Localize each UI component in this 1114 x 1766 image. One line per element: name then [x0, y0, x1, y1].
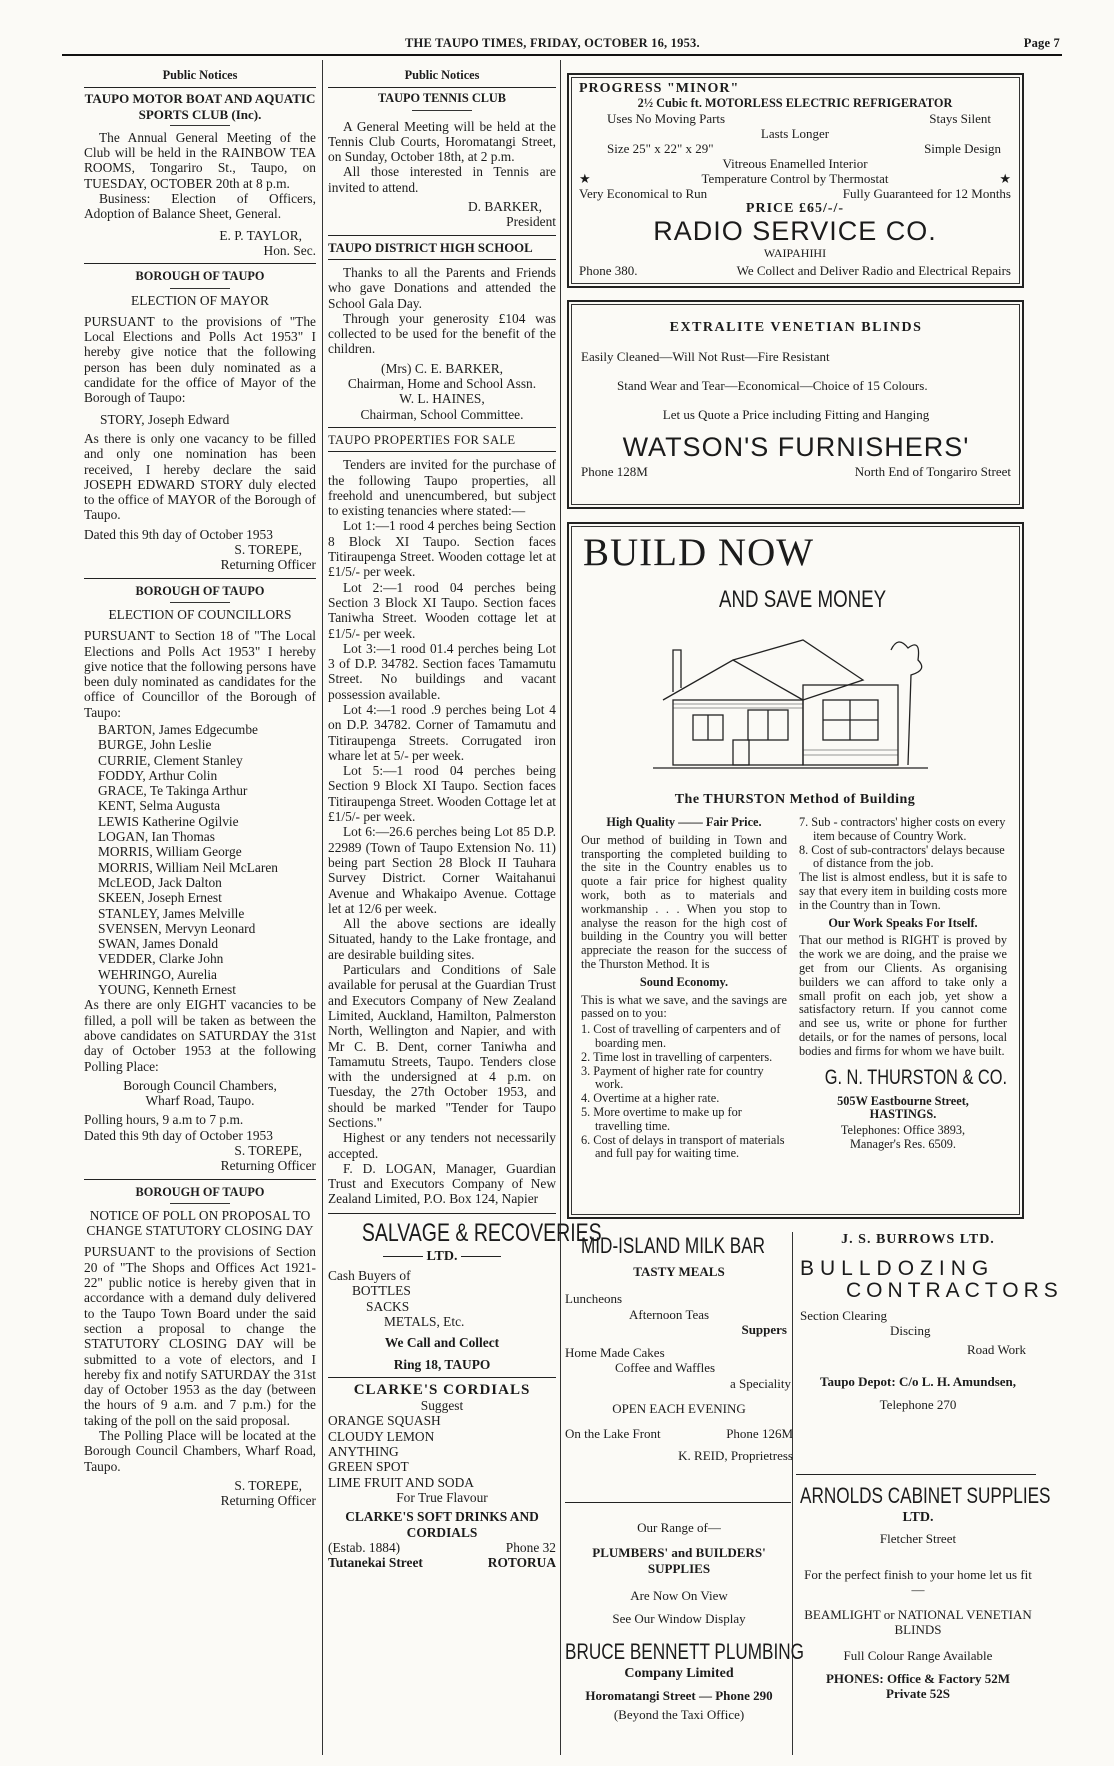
short-rule	[170, 288, 230, 289]
properties-notice	[328, 433, 556, 1207]
notice-text: The Annual General Meeting of the Club will be held in the RAINBOW TEA ROOMS, Tongariro St., Taupo, on TUESDAY, OCTOBER 20th at 8 p.m.	[84, 129, 316, 191]
candidate-name: BARTON, James Edgecumbe	[98, 721, 258, 737]
candidate-name: KENT, Selma Augusta	[98, 798, 221, 814]
ad-phone: Phone 126M	[726, 1426, 793, 1442]
ad-title: SALVAGE & RECOVERIES	[361, 1218, 602, 1247]
ad-feature: Uses No Moving Parts	[607, 111, 726, 126]
notice-text: Lot 5:—1 rood 04 perches being Section 9 Block XI Taupo. Section faces Titiraupenga Street. Wooden Cottage let at £1/5/- per week.	[328, 763, 557, 825]
closing-day-notice	[84, 1185, 316, 1509]
ad-text: The list is almost endless, but it is safe to say that every item in building costs more in the Country than in Town.	[799, 870, 1007, 912]
notice-text: As there is only one vacancy to be filled and only one nomination has been received, I hereby declare the said JOSEPH EDWARD STORY duly elected to the office of MAYOR of the Borough of Taupo.	[84, 430, 316, 523]
ad-title: CLARKE'S CORDIALS	[353, 1381, 531, 1398]
notice-text: Through your generosity £104 was collected to be used for the benefit of the children.	[328, 310, 556, 357]
candidate-name: SWAN, James Donald	[98, 936, 219, 952]
ad-feature: Let us Quote a Price including Fitting and Hanging	[662, 407, 930, 422]
ad-town: ROTORUA	[487, 1555, 556, 1571]
ad-subheading: Sound Economy.	[639, 974, 729, 989]
savings-item: 6. Cost of delays in transport of materials and full pay for waiting time.	[581, 1132, 785, 1161]
notice-text: As there are only EIGHT vacancies to be filled, a poll will be taken as between the above candidates on SATURDAY the 31st day of October 1953 at the following Polling Place:	[84, 997, 316, 1074]
notice-text: All the above sections are ideally Situated, handy to the Lake frontage, and are desirable building sites.	[328, 916, 556, 962]
clarkes-ad	[328, 1383, 556, 1571]
bennett-ad	[565, 1514, 805, 1723]
house-illustration	[653, 630, 933, 780]
burrows-ad	[800, 1232, 1063, 1413]
star-icon: ★	[579, 171, 591, 186]
ad-phone: Manager's Res. 6509.	[849, 1136, 957, 1151]
divider	[84, 1179, 316, 1180]
motorboat-notice	[84, 91, 316, 258]
savings-item: 8. Cost of sub-contractors' delays because of distance from the job.	[799, 842, 1005, 871]
ad-text: Section Clearing	[800, 1307, 888, 1323]
notice-heading: TAUPO PROPERTIES FOR SALE	[328, 432, 516, 447]
ad-subheading: Our Work Speaks For Itself.	[828, 915, 978, 930]
notice-heading: TAUPO TENNIS CLUB	[377, 91, 506, 106]
signature-title: Chairman, School Committee.	[360, 406, 524, 422]
masthead-rule	[62, 54, 1062, 56]
ad-text: For True Flavour	[396, 1489, 488, 1505]
ad-address: Tutanekai Street	[328, 1555, 423, 1571]
ad-company: RADIO SERVICE CO.	[653, 216, 937, 246]
ad-subtitle: 2½ Cubic ft. MOTORLESS ELECTRIC REFRIGERATOR	[637, 96, 953, 110]
notice-heading: BOROUGH OF TAUPO	[135, 269, 265, 284]
candidate-name: McLEOD, Jack Dalton	[98, 874, 222, 890]
ad-town: HASTINGS.	[869, 1107, 937, 1122]
ad-method-title: The THURSTON Method of Building	[674, 792, 916, 807]
mayor-notice	[84, 269, 316, 572]
polling-place: Borough Council Chambers,	[123, 1077, 277, 1093]
divider	[328, 235, 556, 236]
section-title: Public Notices	[162, 68, 238, 82]
candidate-name: LEWIS Katherine Ogilvie	[98, 813, 239, 829]
signature-title: Returning Officer	[220, 557, 316, 573]
ad-text: This is what we save, and the savings are passed on to you:	[581, 992, 787, 1021]
ad-title: EXTRALITE VENETIAN BLINDS	[669, 320, 923, 335]
signature-title: Hon. Sec.	[263, 242, 316, 258]
page-number: Page 7	[1023, 36, 1060, 50]
ad-headline: CONTRACTORS	[846, 1278, 1063, 1302]
savings-item: 1. Cost of travelling of carpenters and of boarding men.	[581, 1022, 781, 1050]
polling-place: Wharf Road, Taupo.	[145, 1093, 255, 1109]
ad-left-column	[581, 816, 787, 1161]
candidate-name: YOUNG, Kenneth Ernest	[98, 982, 236, 998]
ad-text: Full Colour Range Available	[843, 1647, 993, 1663]
column-1	[84, 68, 316, 1509]
ad-text: Afternoon Teas	[629, 1306, 710, 1322]
ad-text: ANYTHING	[328, 1444, 399, 1460]
notice-text: PURSUANT to the provisions of "The Local Elections and Polls Act 1953" I hereby give notice that the following person has been duly nominated as a candidate for the office of Mayor of the Borough of Taupo:	[84, 313, 316, 406]
ad-headline: BULLDOZING	[800, 1257, 995, 1281]
star-icon: ★	[999, 171, 1011, 186]
ad-headline: BUILD NOW	[583, 531, 815, 574]
councillors-notice	[84, 584, 316, 1174]
ad-address: 505W Eastbourne Street,	[837, 1093, 969, 1108]
ad-text: See Our Window Display	[612, 1611, 746, 1627]
ad-feature: Vitreous Enamelled Interior	[722, 156, 868, 171]
notice-text: Lot 2:—1 rood 04 perches being Section 3 Block XI Taupo. Section faces Taniwha Street. Wooden cottage let at £1/5/- per week.	[328, 579, 556, 641]
candidate-name: VEDDER, Clarke John	[98, 951, 224, 967]
ad-company: Company Limited	[624, 1666, 734, 1682]
candidate-name: MORRIS, William George	[98, 844, 242, 860]
ad-text: Coffee and Waffles	[615, 1360, 716, 1376]
notice-heading: BOROUGH OF TAUPO	[135, 583, 265, 598]
notice-subheading: NOTICE OF POLL ON PROPOSAL TO CHANGE STATUTORY CLOSING DAY	[86, 1207, 314, 1239]
tennis-notice	[328, 91, 556, 229]
divider	[328, 1377, 556, 1378]
school-notice	[328, 241, 556, 422]
ad-town: WAIPAHIHI	[763, 246, 827, 260]
divider	[84, 87, 316, 88]
ad-text: METALS, Etc.	[384, 1313, 465, 1329]
candidate-name: STORY, Joseph Edward	[100, 411, 230, 427]
ad-text: We Collect and Deliver Radio and Electrical Repairs	[736, 263, 1011, 278]
signature-name: E. P. TAYLOR,	[219, 227, 302, 243]
ad-phone: Telephones: Office 3893,	[840, 1123, 966, 1138]
ad-text: Discing	[890, 1323, 931, 1339]
column-rule-2	[560, 60, 561, 1755]
signature-name: S. TOREPE,	[234, 1143, 302, 1158]
ad-phone: Telephone 270	[879, 1397, 957, 1413]
candidate-name: SKEEN, Joseph Ernest	[98, 890, 222, 906]
notice-text: Lot 1:—1 rood 4 perches being Section 8 Block XI Taupo. Section faces Titiraupenga Street. Wooden cottage let at £1/5/- per week.	[328, 518, 556, 580]
notice-text: A General Meeting will be held at the Tennis Club Courts, Horomatangi Street, on Sunday, October 18th, at 2 p.m.	[328, 118, 556, 165]
ad-text: Our Range of—	[637, 1520, 721, 1535]
ad-text: Suppers	[741, 1321, 787, 1337]
ad-text: Home Made Cakes	[565, 1345, 665, 1361]
candidate-name: WEHRINGO, Aurelia	[98, 966, 217, 982]
notice-text: Lot 3:—1 rood 01.4 perches being Lot 3 of D.P. 34782. Section faces Tamamutu Street. No buildings and vacant possession available.	[328, 640, 556, 702]
ad-address: Taupo Depot: C/o L. H. Amundsen,	[819, 1373, 1016, 1389]
ad-address: Fletcher Street	[879, 1531, 957, 1547]
ad-text: (Estab. 1884)	[328, 1539, 401, 1555]
divider	[796, 1474, 1036, 1475]
divider	[84, 578, 316, 579]
candidate-name: MORRIS, William Neil McLaren	[98, 859, 278, 875]
divider	[328, 87, 556, 88]
signature-name: W. L. HAINES,	[399, 391, 485, 407]
ad-text: SACKS	[366, 1298, 410, 1314]
ad-title: ARNOLDS CABINET SUPPLIES	[800, 1483, 1051, 1508]
ad-company: G. N. THURSTON & CO.	[824, 1065, 1008, 1089]
ad-text: That our method is RIGHT is proved by the work we are doing, and the praise we get from our Clients. As organising builders we can afford to take only a small profit on each job, yet show a satisfactory return. If you cannot come and see us, write or phone for further details, or for the names of persons, local bodies and firms for whom we have built.	[799, 933, 1007, 1058]
ad-text: Are Now On View	[630, 1587, 728, 1603]
notice-heading: TAUPO MOTOR BOAT AND AQUATIC SPORTS CLUB (Inc).	[84, 91, 316, 122]
ad-feature: Fully Guaranteed for 12 Months	[842, 186, 1011, 201]
ad-phone: Ring 18, TAUPO	[393, 1356, 491, 1372]
candidate-name: CURRIE, Clement Stanley	[98, 752, 243, 768]
signature-title: Chairman, Home and School Assn.	[347, 376, 537, 392]
ad-address: Horomatangi Street — Phone 290	[585, 1687, 773, 1703]
signature-name: (Mrs) C. E. BARKER,	[380, 360, 503, 376]
ad-text: LIME FRUIT AND SODA	[328, 1474, 474, 1490]
candidate-name: FODDY, Arthur Colin	[98, 767, 218, 783]
notice-text: Thanks to all the Parents and Friends who gave Donations and attended the School Gala Day.	[328, 264, 556, 311]
ad-address: North End of Tongariro Street	[854, 464, 1011, 479]
ad-text: PLUMBERS' and BUILDERS' SUPPLIES	[592, 1545, 766, 1576]
savings-item: 2. Time lost in travelling of carpenters.	[581, 1049, 773, 1064]
ad-subtitle	[328, 1249, 556, 1264]
short-rule	[170, 602, 230, 603]
savings-item: 5. More overtime to make up for travelling time.	[581, 1104, 742, 1133]
ad-title: PROGRESS "MINOR"	[579, 81, 740, 96]
ad-company: WATSON'S FURNISHERS'	[622, 432, 970, 462]
divider	[84, 263, 316, 264]
ad-phone: PHONES: Office & Factory 52M	[825, 1671, 1011, 1687]
notice-text: All those interested in Tennis are invited to attend.	[328, 164, 556, 195]
signature-name: S. TOREPE,	[234, 1477, 302, 1493]
ad-feature: Size 25" x 22" x 29"	[607, 141, 714, 156]
notice-subheading: ELECTION OF MAYOR	[131, 292, 269, 308]
masthead-title: THE TAUPO TIMES, FRIDAY, OCTOBER 16, 1953.	[405, 36, 700, 50]
ad-proprietor: K. REID, Proprietress	[678, 1447, 793, 1463]
signature-name: S. TOREPE,	[234, 542, 302, 558]
ad-text: For the perfect finish to your home let us fit—	[804, 1566, 1032, 1597]
ad-feature: Simple Design	[924, 141, 1001, 156]
divider	[565, 1502, 791, 1503]
savings-item: 4. Overtime at a higher rate.	[581, 1091, 720, 1106]
thurston-ad	[567, 522, 1024, 1219]
ad-subtitle: TASTY MEALS	[633, 1264, 725, 1279]
candidate-name: BURGE, John Leslie	[98, 737, 212, 753]
polling-hours: Polling hours, 9 a.m to 7 p.m.	[84, 1112, 244, 1128]
notice-heading: TAUPO DISTRICT HIGH SCHOOL	[328, 240, 533, 255]
extralite-ad	[567, 300, 1024, 509]
notice-text: PURSUANT to Section 18 of "The Local Elections and Polls Act 1953" I hereby give notice that the following persons have been duly nominated as candidates for the office of Councillor of the Borough of Taupo:	[84, 628, 316, 720]
ad-text: Road Work	[966, 1342, 1026, 1358]
ad-text: OPEN EACH EVENING	[612, 1401, 746, 1417]
ad-phone: Phone 380.	[579, 263, 638, 278]
ad-phone: Phone 32	[505, 1539, 556, 1555]
signature-title: Returning Officer	[220, 1493, 316, 1509]
ad-address: On the Lake Front	[565, 1426, 661, 1442]
savings-item: 3. Payment of higher rate for country work.	[581, 1063, 764, 1092]
short-rule	[412, 110, 472, 111]
notice-text: Business: Election of Officers, Adoption of Balance Sheet, General.	[84, 191, 316, 222]
ad-text: Cash Buyers of	[328, 1268, 411, 1284]
ad-title: MID-ISLAND MILK BAR	[581, 1233, 766, 1258]
notice-text: Lot 6:—26.6 perches being Lot 85 D.P. 22989 (Town of Taupo Extension No. 11) being part Section 28 Block II Tauhara Survey District. Corner Waitahanui Avenue and Whakaipo Avenue. Cottage let at 12/6 per week.	[328, 824, 556, 916]
ad-price: PRICE £65/-/-	[745, 201, 845, 216]
ad-right-column	[799, 816, 1007, 1152]
divider	[328, 451, 556, 452]
ad-text: GREEN SPOT	[328, 1459, 409, 1475]
ltd-label: LTD.	[426, 1248, 458, 1264]
ad-text: a Speciality	[729, 1375, 791, 1391]
ad-text: ORANGE SQUASH	[328, 1413, 441, 1429]
ad-feature: Lasts Longer	[760, 126, 830, 141]
ad-text: Our method of building in Town and transporting the completed building to the site in the Country enables us to quote a fair price for highest quality work, both as to materials and workmanship . . . When you stop to analyse the reason for the high cost of building in the Country you will better appreciate the reason for the success of the Thurston Method. It is	[581, 832, 787, 971]
candidate-name: SVENSEN, Mervyn Leonard	[98, 920, 256, 936]
notice-text: PURSUANT to the provisions of Section 20 of "The Shops and Offices Act 1921-22" public notice is hereby given that in accordance with a demand duly delivered to the Taupo Town Board under the said section a proposal to change the STATUTORY CLOSING DAY will be submitted to a vote of electors, and I hereby fix and notify SATURDAY the 31st day of October 1953 as the day (between the hours of 9 a.m. and 7 p.m.) for the taking of the poll on the said proposal.	[84, 1244, 316, 1428]
savings-item: 7. Sub - contractors' higher costs on every item because of Country Work.	[799, 815, 1006, 843]
candidate-name: STANLEY, James Melville	[98, 905, 245, 921]
signature-title: Returning Officer	[220, 1158, 316, 1174]
ad-text: Suggest	[420, 1398, 464, 1414]
ad-text: Luncheons	[565, 1291, 623, 1307]
milk-bar-ad	[565, 1232, 793, 1463]
ad-text: BEAMLIGHT or NATIONAL VENETIAN BLINDS	[804, 1607, 1032, 1638]
candidate-name: GRACE, Te Takinga Arthur	[98, 783, 248, 799]
notice-heading: BOROUGH OF TAUPO	[135, 1184, 265, 1199]
notice-text: Lot 4:—1 rood .9 perches being Lot 4 on D.P. 34782. Corner of Tamamutu and Titiraupenga Streets. Corrugated iron whare let at 5/- per week.	[328, 701, 556, 763]
signature-title: President	[506, 214, 556, 230]
notice-date: Dated this 9th day of October 1953	[84, 526, 273, 542]
ad-subheadline: AND SAVE MONEY	[719, 586, 887, 613]
ad-company: CLARKE'S SOFT DRINKS AND CORDIALS	[345, 1509, 539, 1540]
ad-text: (Beyond the Taxi Office)	[613, 1707, 745, 1723]
ad-subheading: High Quality —— Fair Price.	[606, 815, 762, 829]
column-rule-1	[322, 60, 323, 1755]
ad-phone: Private 52S	[886, 1686, 950, 1702]
ad-feature: Stand Wear and Tear—Economical—Choice of 15 Colours.	[617, 378, 928, 393]
short-rule	[170, 125, 230, 126]
ad-title: J. S. BURROWS LTD.	[841, 1232, 995, 1247]
ad-feature: Stays Silent	[929, 111, 991, 126]
notice-subheading: ELECTION OF COUNCILLORS	[108, 606, 292, 622]
ad-feature: Very Economical to Run	[579, 186, 708, 201]
notice-text: Highest or any tenders not necessarily accepted.	[328, 1130, 556, 1161]
divider	[328, 1213, 556, 1214]
candidate-name: LOGAN, Ian Thomas	[98, 829, 215, 845]
ad-text: CLOUDY LEMON	[328, 1428, 435, 1444]
progress-minor-ad	[567, 73, 1024, 288]
ad-title: BRUCE BENNETT PLUMBING	[565, 1639, 805, 1665]
ad-phone: Phone 128M	[581, 464, 648, 479]
ad-text: We Call and Collect	[384, 1335, 500, 1351]
ad-subtitle: LTD.	[902, 1510, 934, 1525]
section-title: Public Notices	[404, 68, 480, 82]
signature-name: D. BARKER,	[467, 199, 542, 215]
notice-date: Dated this 9th day of October 1953	[84, 1127, 273, 1143]
ad-text: BOTTLES	[352, 1283, 411, 1299]
notice-text: The Polling Place will be located at the Borough Council Chambers, Wharf Road, Taupo.	[84, 1428, 316, 1474]
short-rule	[170, 1203, 230, 1204]
notice-text: Tenders are invited for the purchase of the following Taupo properties, all freehold and unencumbered, but subject to existing tenancies where stated:—	[328, 457, 556, 519]
divider	[328, 259, 556, 260]
divider	[328, 427, 556, 428]
notice-text: Particulars and Conditions of Sale available for perusal at the Guardian Trust and Executors Company of New Zealand Limited, Auckland, Hamilton, Palmerston North, Wellington and Napier, and with Mr C. B. Dent, corner Taniwha and Tamamutu Streets, Taupo. Tenders close with the undersigned at 4 p.m. on Tuesday, the 27th October 1953, and should be marked "Tender for Taupo Sections."	[328, 962, 556, 1130]
ad-feature: Temperature Control by Thermostat	[701, 171, 889, 186]
notice-text: F. D. LOGAN, Manager, Guardian Trust and Executors Company of New Zealand Limited, P.O. Box 124, Napier	[328, 1160, 556, 1207]
arnolds-ad	[800, 1482, 1051, 1702]
ad-feature: Easily Cleaned—Will Not Rust—Fire Resistant	[581, 349, 830, 364]
